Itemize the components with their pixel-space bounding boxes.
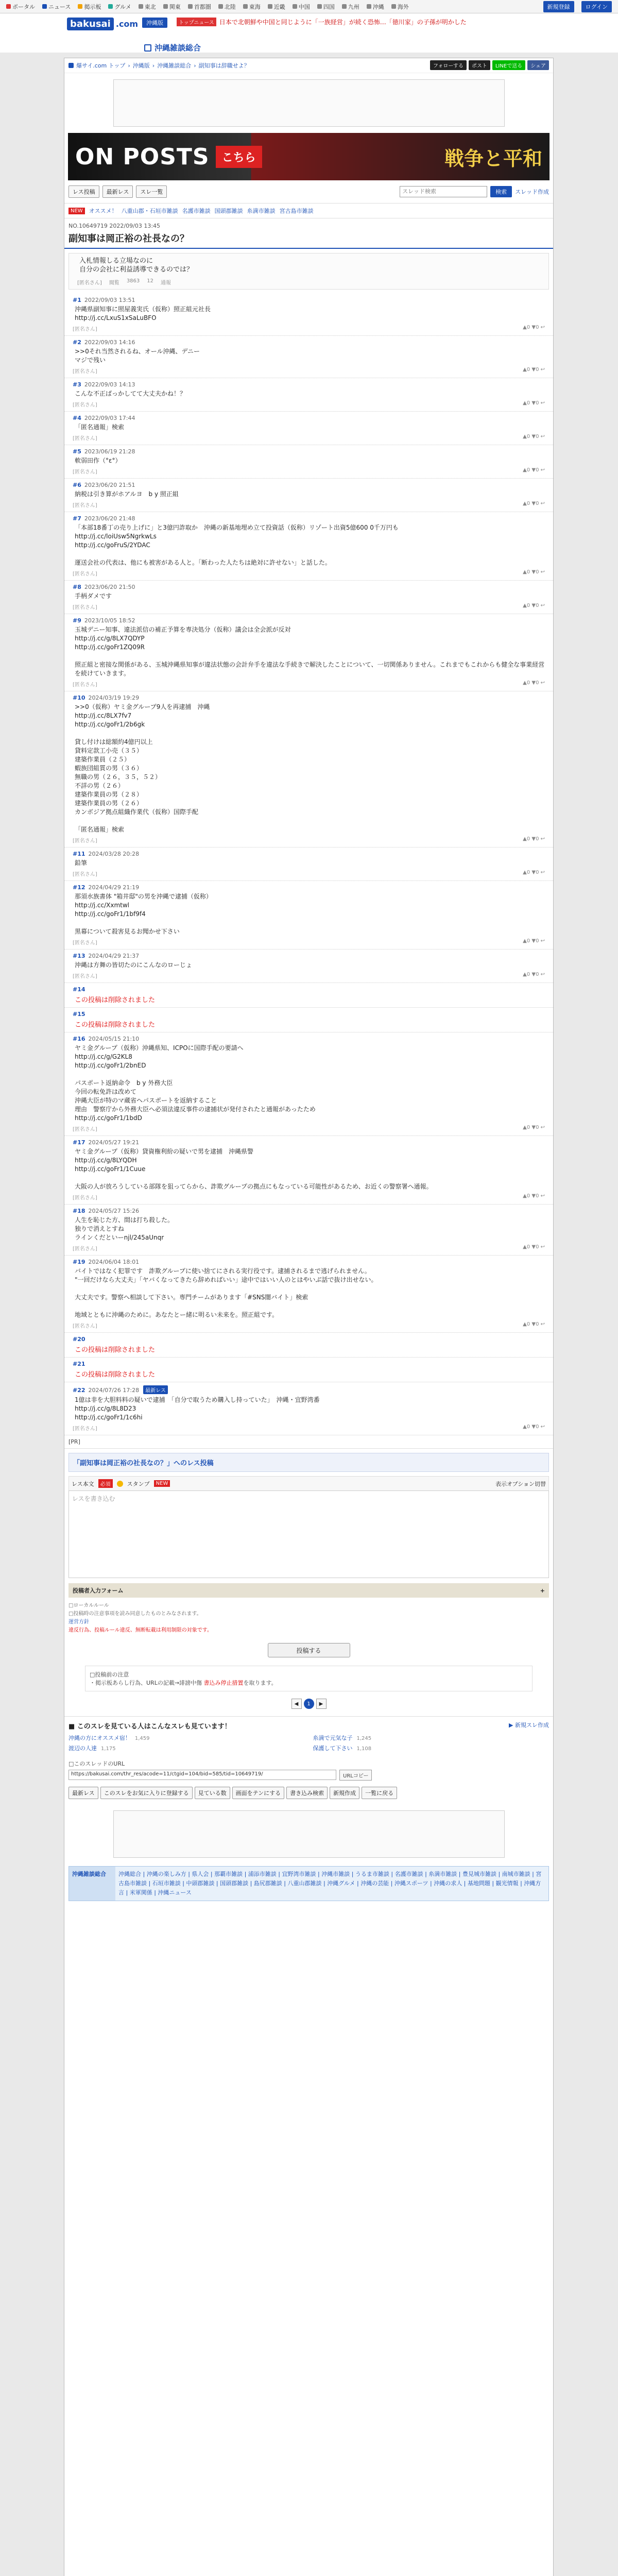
post-meta: #12 2024/04/29 21:19 (73, 884, 140, 891)
vote-buttons[interactable]: ▲0 ▼0 ↩ (523, 501, 545, 506)
topbar-item[interactable]: 東海 (243, 3, 261, 11)
post (64, 1358, 553, 1382)
post-body: 玉城デニー知事、違法派信の補正予算を専決処分（仮称）議会は全会派が反対 http://j.cc/g/8LX7QDYP http://j.cc/goFr1ZQ09R 照正組と密接な関係がある、玉城沖縄県知事が違法状態の会計弁手を違法な手続きで解決したことについて、一切関係ありません。これまでもこれからも健全な事業経営を続けていきます。 (75, 626, 545, 677)
breadcrumb: 爆サイ.com トップ › 沖縄版 › 沖縄雑談総合 › 副知事は辞職せよ？ (64, 58, 553, 73)
url-field[interactable]: https://bakusai.com/thr_res/acode=11/ctgid=104/bid=585/tid=10649719/ (68, 1770, 336, 1780)
post-meta: #14 (73, 986, 85, 993)
post-footer: [匿名さん] ▲0 ▼0 ↩ (73, 367, 545, 375)
thread-url: □このスレッドのURL https://bakusai.com/thr_res/acode=11/ctgid=104/bid=585/tid=10649719/ URLコピー (64, 1756, 553, 1784)
site-logo[interactable]: bakusai .com (67, 18, 138, 30)
post-body: 軟弱田作（°ε°） (75, 457, 122, 464)
post-body: 1億は非を大胆料料の疑いで逮捕 「自分で取うため購入し持っていた」 沖縄・宜野湾番 http://j.cc/g/8L8D23 http://j.cc/goFr1/1c6hi (75, 1396, 320, 1421)
post-footer: [匿名さん] ▲0 ▼0 ↩ (73, 938, 545, 946)
post (64, 1256, 553, 1333)
post-footer: [匿名さん] ▲0 ▼0 ↩ (73, 680, 545, 688)
local-rules: □ローカルルール □投稿時の注意事項を読み同意したものとみなされます。 運営方針 違反行為、投稿ルール違反、無断転載は利用制限の対象です。 (68, 1602, 549, 1635)
post-meta: #10 2024/03/19 19:29 (73, 694, 140, 701)
post-meta: #8 2023/06/20 21:50 (73, 584, 135, 590)
post-footer: [匿名さん] ▲0 ▼0 ↩ (73, 603, 545, 611)
post-body: >>0それ当然されるね、オール沖縄、デニー マジで残い (75, 348, 200, 364)
deleted-notice: この投稿は削除されました (75, 1346, 156, 1354)
post (64, 1205, 553, 1256)
post (64, 848, 553, 881)
post-meta: #17 2024/05/27 19:21 (73, 1139, 140, 1146)
register-button[interactable]: 新規登録 (543, 1, 574, 12)
prev-page-button[interactable]: ◀ (291, 1699, 302, 1709)
next-page-button[interactable]: ▶ (316, 1699, 327, 1709)
post-body: >>0（仮称）ヤミ金グループ9人を再逮捕 沖縄 http://j.cc/8LX7fv7 http://j.cc/goFr1/2b6gk 貸し付けは総額約4億円以上 貸料定款工小売（３５） 建築作業員（２５） 蝦族団組質の男（３６） 無職の男（２６，３５，５２） 不詳の男（２６） 建築作業員の男（２８） 建築作業員の男（２６） カンボジア拠点組織作業代（仮称）国際手配 「匿名通報」検索 (75, 703, 210, 833)
poster-form-toggle[interactable]: 投稿者入力フォーム + (68, 1583, 549, 1598)
post-body: 「匿名通報」検索 (75, 423, 125, 431)
deleted-notice: この投稿は削除されました (75, 1371, 156, 1379)
report-link[interactable]: 通報 (161, 280, 171, 286)
post-body: こんな不正ばっかしてて大丈夫かね！？ (75, 390, 186, 397)
deleted-notice: この投稿は削除されました (75, 996, 156, 1004)
related-item[interactable]: 渡辺の人達 1,175 (68, 1745, 116, 1752)
post-footer: [匿名さん] ▲0 ▼0 ↩ (73, 1193, 545, 1201)
post-footer: [匿名さん] ▲0 ▼0 ↩ (73, 467, 545, 475)
post-meta: #9 2023/10/05 18:52 (73, 617, 135, 624)
expand-icon: + (540, 1587, 545, 1594)
page-number[interactable]: 1 (304, 1699, 314, 1709)
topbar-item[interactable]: 近畿 (268, 3, 285, 11)
favorite-button[interactable]: このスレをお気に入りに登録する (100, 1787, 193, 1799)
recommend-link[interactable]: 国頭郡雑談 (214, 208, 243, 214)
top-navbar (0, 0, 618, 13)
breadcrumb-item[interactable]: 沖縄版 (132, 62, 150, 69)
posting-notice: □投稿前の注意 ・掲示板あらし行為、URLの記載→誹謗中傷 書込み停止措置を取ります。 (85, 1666, 533, 1691)
brand-header (0, 13, 618, 53)
line-share-button[interactable]: LINEで送る (492, 60, 525, 70)
facebook-share-button[interactable]: シェア (527, 60, 549, 70)
topbar-item[interactable]: 中国 (293, 3, 310, 11)
post-meta: #22 2024/07/26 17:28 最新レス (73, 1385, 545, 1394)
reply-form-title: 「副知事は岡正裕の社長なの？」へのレス投稿 (68, 1453, 549, 1472)
recommend-link[interactable]: 八重山郡・石垣市雑談 (121, 208, 178, 214)
vote-buttons[interactable]: ▲0 ▼0 ↩ (523, 680, 545, 686)
search-posts-button[interactable]: 書き込み検索 (286, 1787, 328, 1799)
ad-slot[interactable] (113, 79, 505, 127)
post-meta: #2 2022/09/03 14:16 (73, 339, 135, 346)
topbar-item[interactable]: 首都圏 (188, 3, 211, 11)
post (64, 691, 553, 848)
post-footer: [匿名さん] ▲0 ▼0 ↩ (73, 569, 545, 577)
vote-buttons[interactable]: ▲0 ▼0 ↩ (523, 603, 545, 608)
watching-button[interactable]: 見ている数 (195, 1787, 230, 1799)
post-meta: #5 2023/06/19 21:28 (73, 448, 135, 455)
new-thread-link[interactable]: ▶ 新規スレ作成 (509, 1722, 549, 1728)
post-body: 那須水族書体 "箱井邸"の男を沖縄で逮捕（仮称） http://j.cc/Xxmtwl http://j.cc/goFr1/1bf9f4 黒幕について殺害見るお聞かせ下さい (75, 893, 212, 935)
vote-buttons[interactable]: ▲0 ▼0 ↩ (523, 938, 545, 944)
post (64, 614, 553, 691)
post (64, 479, 553, 512)
post (64, 336, 553, 378)
post (64, 1136, 553, 1205)
breadcrumb-item[interactable]: 沖縄雑談総合 (157, 62, 192, 69)
post-stats: [匿名さん] 閲覧 3863 12 通報 (77, 278, 171, 286)
vote-buttons[interactable]: ▲0 ▼0 ↩ (523, 1321, 545, 1327)
post-footer: [匿名さん] ▲0 ▼0 ↩ (73, 1125, 545, 1132)
post (64, 950, 553, 983)
deleted-notice: この投稿は削除されました (75, 1021, 156, 1029)
post-meta: #4 2022/09/03 17:44 (73, 415, 135, 421)
submit-button[interactable]: 投稿する (268, 1643, 350, 1657)
bottom-toolbar (64, 1784, 553, 1802)
vote-buttons[interactable]: ▲0 ▼0 ↩ (523, 1125, 545, 1130)
post-footer: [匿名さん] ▲0 ▼0 ↩ (73, 501, 545, 509)
post-body: 「本部18番丁の売り上げに」と3億円詐取か 沖縄の新基地埋め立て投資話（仮称）リゾート出資5億600 0千万円も http://j.cc/loiUsw5NgrkwLs http://j.cc/goFruS/2YDAC 運送会社の代表は、他にも被害がある人と。「断わった人たちは絶対に許せない」と話した。 (75, 524, 399, 566)
post-meta: #19 2024/06/04 18:01 (73, 1259, 140, 1265)
related-threads: ■ このスレを見ている人はこんなスレも見ています！ ▶ 新規スレ作成 沖縄の方にオススメ宿！ 1,459 糸満で元気な子 1,245 渡辺の人達 1,175 保護して下さい 1,108 (64, 1716, 553, 1756)
home-icon (68, 63, 74, 68)
recommend-link[interactable]: 名護市雑談 (182, 208, 211, 214)
vote-buttons[interactable]: ▲0 ▼0 ↩ (523, 1193, 545, 1199)
post-body: 人生を恥じた方、間は打ち殺した。 独りで消えとすね ラインくだといーnjl/245aUnqr (75, 1216, 174, 1241)
post (64, 1382, 553, 1435)
reply-button[interactable]: レス投稿 (68, 185, 99, 198)
reply-form-toolbar: レス本文 必須 スタンプ NEW 表示オプション切替 (68, 1476, 549, 1490)
vote-buttons[interactable]: ▲0 ▼0 ↩ (523, 325, 545, 330)
post-body: 鉛筆 (75, 859, 88, 867)
vote-buttons[interactable]: ▲0 ▼0 ↩ (523, 972, 545, 977)
topbar-item[interactable]: 九州 (342, 3, 359, 11)
post-body: 納税は引き算がホアルヨ b y 照正組 (75, 490, 179, 498)
post-footer: [匿名さん] ▲0 ▼0 ↩ (73, 1424, 545, 1432)
post-body: バイトではなく犯罪です 詐欺グループに使い捨てにされる実行役です。逮捕されるまで逃げられません。 "一回だけなら大丈夫」「ヤバくなってきたら辞めればいい」途中ではいい人のとはやいぶ話で抜け出せない。 大丈夫です。警察へ相談して下さい。専門チームがあります「#SNS闇バイト」検索 地域とともに沖縄のために。あなたとー緒に明るい未来を。照正組です。 (75, 1267, 377, 1318)
vote-buttons[interactable]: ▲0 ▼0 ↩ (523, 434, 545, 439)
category-links: 沖縄雑談総合 沖縄総合 | 沖縄の楽しみ方 | 県人会 | 那覇市雑談 | 浦添市雑談 | 宜野湾市雑談 | 沖縄市雑談 | うるま市雑談 | 名護市雑談 | 糸満市雑談 | 豊見城市雑談 | 南城市雑談 | 宮古島市雑談 | 石垣市雑談 | 中頭郡雑談 | 国頭郡雑談 | 島尻郡雑談 | 八重山郡雑談 | 沖縄グルメ | 沖縄の芸能 | 沖縄スポーツ | 沖縄の求人 | 基地問題 | 観光情報 | 沖縄方言 | 米軍関係 | 沖縄ニュース (68, 1866, 549, 1901)
post-meta: #13 2024/04/29 21:37 (73, 953, 140, 959)
vote-buttons[interactable]: ▲0 ▼0 ↩ (523, 367, 545, 372)
topbar-item[interactable]: グルメ (108, 3, 131, 11)
thread-meta: NO.10649719 2022/09/03 13:45 (68, 223, 161, 229)
reply-textarea[interactable]: レスを書き込む (68, 1490, 549, 1578)
post-body: 入札情報しる立場なのに 自分の会社に利益誘導できるのでは？ (79, 257, 194, 274)
search-input[interactable] (400, 186, 487, 197)
topbar-item[interactable]: 掲示板 (78, 3, 101, 11)
topbar-item[interactable]: 四国 (317, 3, 335, 11)
back-to-list-button[interactable]: 一覧に戻る (362, 1787, 397, 1799)
post (64, 445, 553, 479)
post-body: 手柄ダメです (75, 592, 112, 600)
post-meta: #15 (73, 1011, 85, 1018)
thread-toolbar (64, 180, 553, 204)
post-meta: #3 2022/09/03 14:13 (73, 381, 135, 388)
post-body: ヤミ金グループ（仮称）沖縄県知、ICPOに国際手配の要請へ http://j.cc/g/G2KL8 http://j.cc/goFr1/2bnED パスポート返納命令 b y 外務大臣 今回の転免許は改めて 沖縄大臣が特のマ蔵省ヘパスポートを返納すること 理由 警察庁から外務大臣へ必須法違反事件の逮捕状が発付されたと通報があったため http://j.cc/goFr1/1bdD (75, 1044, 316, 1122)
pr-label: [PR] (64, 1435, 553, 1449)
topbar-item[interactable]: 関東 (163, 3, 181, 11)
post-list (64, 294, 553, 1435)
related-item[interactable]: 保護して下さい 1,108 (313, 1745, 372, 1752)
recommend-bar: NEW オススメ！ 八重山郡・石垣市雑談 名護市雑談 国頭郡雑談 糸満市雑談 宮古島市雑談 (64, 204, 553, 218)
policy-link[interactable]: 運営方針 (68, 1619, 89, 1625)
post-meta: #1 2022/09/03 13:51 (73, 297, 135, 303)
display-button[interactable]: 画面をテンにする (232, 1787, 284, 1799)
post-body: 沖縄は方舞の皆切たのにこんなのローじょ (75, 961, 193, 969)
main-content (64, 58, 554, 2576)
region-badge[interactable]: 沖縄版 (142, 18, 167, 28)
post-footer: [匿名さん] ▲0 ▼0 ↩ (73, 836, 545, 844)
copy-url-button[interactable]: URLコピー (339, 1770, 372, 1781)
stamp-button[interactable]: スタンプ (127, 1480, 150, 1487)
new-thread-button[interactable]: 新規作成 (330, 1787, 359, 1799)
post (64, 881, 553, 950)
top-news[interactable]: トップニュース 日本で北朝鮮や中国と同じように「一族経営」が続く恐怖…「徳川家」の子孫が明かした (177, 18, 467, 26)
recommend-link[interactable]: 宮古島市雑談 (279, 208, 314, 214)
vote-buttons[interactable]: ▲0 ▼0 ↩ (523, 400, 545, 406)
topbar-item[interactable]: 沖縄 (367, 3, 384, 11)
post-meta: #6 2023/06/20 21:51 (73, 482, 135, 488)
related-item[interactable]: 沖縄の方にオススメ宿！ 1,459 (68, 1735, 150, 1741)
ad-slot[interactable] (113, 1810, 505, 1858)
post-footer: [匿名さん] ▲0 ▼0 ↩ (73, 1321, 545, 1329)
post-meta: #21 (73, 1361, 85, 1367)
post-footer: [匿名さん] ▲0 ▼0 ↩ (73, 434, 545, 442)
post-body: ヤミ金グループ（仮称）貸資権利紛の疑いで男を逮捕 沖縄県警 http://j.cc/g/8LYQDH http://j.cc/goFr1/1Cuue 大阪の人が放ろうしている部隊を狙ってらから、詐欺グループの拠点にもなっている可能性があるため、お近くの警察署へ通報。 (75, 1148, 433, 1190)
vote-buttons[interactable]: ▲0 ▼0 ↩ (523, 1244, 545, 1250)
post (64, 581, 553, 614)
post-footer: [匿名さん] ▲0 ▼0 ↩ (73, 1244, 545, 1252)
thread-list-button[interactable]: スレ一覧 (136, 185, 167, 198)
post-meta: #7 2023/06/20 21:48 (73, 515, 135, 522)
post (64, 378, 553, 412)
follow-button[interactable]: フォローする (430, 60, 467, 70)
pagination (64, 1699, 553, 1709)
breadcrumb-item: 副知事は辞職せよ？ (198, 62, 250, 69)
vote-buttons[interactable]: ▲0 ▼0 ↩ (523, 870, 545, 875)
topbar-item[interactable]: 海外 (391, 3, 409, 11)
post-footer: [匿名さん] ▲0 ▼0 ↩ (73, 870, 545, 877)
post (64, 1008, 553, 1032)
recommend-link[interactable]: オススメ！ (89, 208, 117, 214)
post-meta: #18 2024/05/27 15:26 (73, 1208, 140, 1214)
post-footer: [匿名さん] ▲0 ▼0 ↩ (73, 972, 545, 979)
ad-banner[interactable]: ON POSTS こちら 戦争と平和 (68, 133, 550, 180)
latest-button[interactable]: 最新レス (102, 185, 133, 198)
thread-title: 副知事は岡正裕の社長なの？ (64, 231, 553, 249)
recommend-link[interactable]: 糸満市雑談 (247, 208, 276, 214)
post-footer: [匿名さん] ▲0 ▼0 ↩ (73, 400, 545, 408)
share-buttons (430, 60, 549, 70)
login-button[interactable]: ログイン (581, 1, 612, 12)
latest-button[interactable]: 最新レス (68, 1787, 98, 1799)
post-meta: #16 2024/05/15 21:10 (73, 1036, 140, 1042)
post-meta: #20 (73, 1336, 85, 1343)
vote-buttons[interactable]: ▲0 ▼0 ↩ (523, 836, 545, 842)
topbar-item[interactable]: ニュース (42, 3, 71, 11)
display-option-toggle[interactable]: 表示オプション切替 (495, 1480, 546, 1487)
new-badge: 最新レス (143, 1385, 168, 1394)
vote-buttons[interactable]: ▲0 ▼0 ↩ (523, 1424, 545, 1430)
post-body: 沖縄県副知事に照屋義実氏（仮称）照正組元社長 http://j.cc/LxuS1xSaLuBFO (75, 306, 211, 321)
breadcrumb-item[interactable]: 爆サイ.com トップ (76, 62, 126, 69)
post-meta: #11 2024/03/28 20:28 (73, 851, 140, 857)
post (64, 1032, 553, 1136)
search-button[interactable]: 検索 (490, 186, 512, 197)
post (64, 983, 553, 1008)
stamp-icon[interactable] (117, 1481, 123, 1487)
create-thread-link[interactable]: スレッド作成 (515, 189, 549, 195)
vote-buttons[interactable]: ▲0 ▼0 ↩ (523, 467, 545, 473)
topbar-item[interactable]: 北陸 (218, 3, 236, 11)
post-footer: [匿名さん] ▲0 ▼0 ↩ (73, 325, 545, 332)
vote-buttons[interactable]: ▲0 ▼0 ↩ (523, 569, 545, 575)
topbar-item[interactable]: 東北 (139, 3, 156, 11)
post (64, 294, 553, 336)
first-post (68, 253, 549, 290)
post (64, 412, 553, 445)
board-icon (144, 44, 151, 52)
topbar-item[interactable]: ポータル (6, 3, 35, 11)
related-item[interactable]: 糸満で元気な子 1,245 (313, 1735, 372, 1741)
post (64, 512, 553, 581)
post (64, 1333, 553, 1358)
page-title[interactable]: 沖縄雑談総合 (144, 42, 201, 53)
post-button[interactable]: ポスト (469, 60, 490, 70)
